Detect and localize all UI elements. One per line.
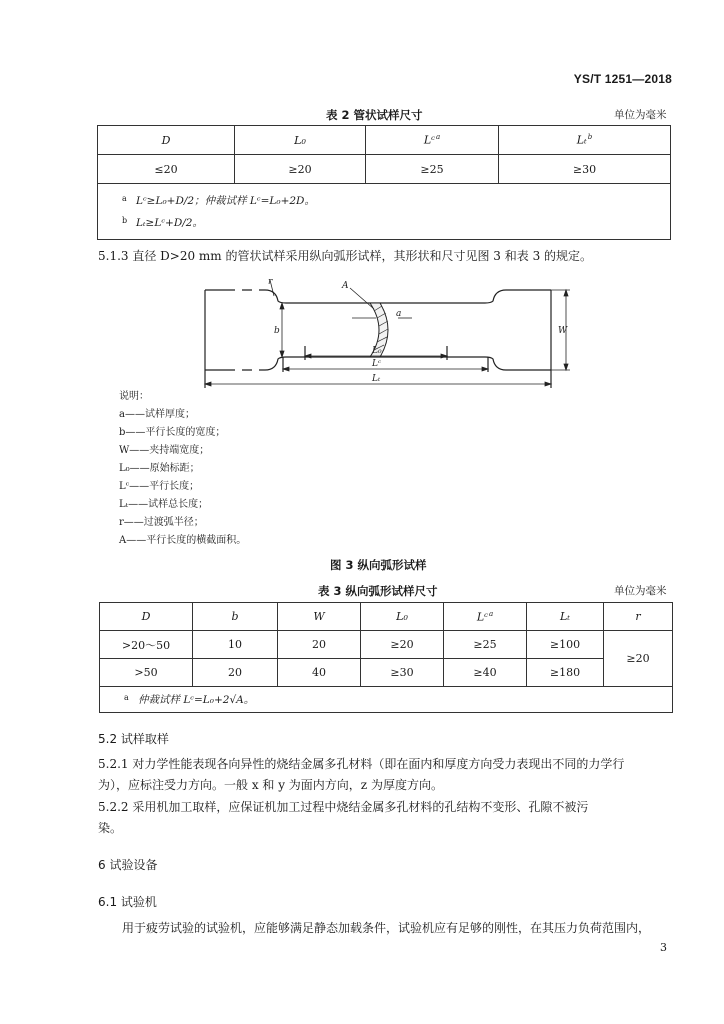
table3-cell: ≥100 (527, 631, 604, 659)
table2-note: b Lₜ≥Lᶜ+D/2。 (122, 215, 203, 229)
table2-unit: 单位为毫米 (614, 109, 667, 121)
legend-item: A——平行长度的横截面积。 (119, 535, 247, 546)
figure3-legend (119, 388, 246, 550)
label-W: W (558, 326, 568, 336)
figure3-drawing (190, 276, 590, 396)
table3-note: a 仲裁试样 Lᶜ=L₀+2√A。 (100, 687, 673, 713)
table2-header-cell: Lᶜ$^a$ (366, 126, 499, 155)
clause-5-2-2-line: 染。 (98, 821, 123, 835)
label-A: A (342, 281, 349, 291)
figure3-caption: 图 3 纵向弧形试样 (330, 558, 427, 572)
legend-item: a——试样厚度； (119, 409, 195, 420)
table3-cell: ≥20 (361, 631, 444, 659)
table2-notes-row (98, 184, 671, 240)
table2-caption: 表 2 管状试样尺寸 (326, 108, 423, 122)
table3-cell-r: ≥20 (604, 631, 673, 687)
table3-header-cell: D (100, 603, 193, 631)
table3-cell: >20～50 (100, 631, 193, 659)
table2-note: a Lᶜ≥L₀+D/2；仲裁试样 Lᶜ=L₀+2D。 (122, 193, 315, 207)
label-Lt: Lₜ (372, 374, 381, 384)
table2-row (98, 155, 671, 184)
table3-cell: ≥30 (361, 659, 444, 687)
section-6-1-text: 用于疲劳试验的试验机，应能够满足静态加载条件，试验机应有足够的刚性，在其压力负荷范围内， (122, 921, 651, 935)
table2-cell: ≥25 (366, 155, 499, 184)
table2-cell: ≥30 (499, 155, 671, 184)
clause-5-2-2 (98, 797, 678, 839)
table3-cell: >50 (100, 659, 193, 687)
legend-item: L₀——原始标距； (119, 463, 200, 474)
table3-header-cell: L₀ (361, 603, 444, 631)
label-a: a (396, 309, 402, 319)
table2-notes (98, 184, 671, 240)
table3 (99, 602, 673, 713)
label-L0: L₀ (372, 346, 382, 356)
table3-row (100, 631, 673, 659)
label-r: r (268, 277, 273, 287)
page-number: 3 (660, 941, 667, 954)
table3-notes-row (100, 687, 673, 713)
table2-header-cell: Lₜ$^b$ (499, 126, 671, 155)
table3-header-cell: Lᶜ$^a$ (444, 603, 527, 631)
section-5-2-title: 5.2 试样取样 (98, 732, 169, 746)
table3-cell: 10 (193, 631, 278, 659)
table3-cell: 20 (278, 631, 361, 659)
footnote-marker: b (587, 133, 593, 142)
table3-header-cell: Lₜ (527, 603, 604, 631)
table3-row (100, 659, 673, 687)
document-code: YS/T 1251—2018 (573, 72, 672, 86)
table2-cell: ≤20 (98, 155, 235, 184)
label-Lc: Lᶜ (372, 359, 382, 369)
clause-5-2-1 (98, 754, 678, 796)
legend-item: r——过渡弧半径； (119, 517, 204, 528)
table2-cell: ≥20 (235, 155, 366, 184)
legend-item: Lᶜ——平行长度； (119, 481, 200, 492)
table3-header-cell: r (604, 603, 673, 631)
table3-unit: 单位为毫米 (614, 585, 667, 597)
table2-header-cell: L₀ (235, 126, 366, 155)
label-b: b (274, 326, 280, 336)
footnote-marker: a (489, 609, 494, 618)
table3-cell: ≥180 (527, 659, 604, 687)
legend-item: b——平行长度的宽度； (119, 427, 226, 438)
table3-header-cell: W (278, 603, 361, 631)
section-6-1-title: 6.1 试验机 (98, 895, 157, 909)
legend-item: W——夹持端宽度； (119, 445, 210, 456)
table3-cell: 40 (278, 659, 361, 687)
table3-caption: 表 3 纵向弧形试样尺寸 (318, 584, 438, 598)
table3-cell: ≥25 (444, 631, 527, 659)
clause-5-2-2-line: 5.2.2 采用机加工取样，应保证机加工过程中烧结金属多孔材料的孔结构不变形、孔隙不被污 (98, 800, 589, 814)
table2 (97, 125, 671, 240)
table3-header-row (100, 603, 673, 631)
clause-5-2-1-line: 为），应标注受力方向。一般 x 和 y 为面内方向，z 为厚度方向。 (98, 778, 443, 792)
legend-item: Lₜ——试样总长度； (119, 499, 209, 510)
clause-5-2-1-line: 5.2.1 对力学性能表现各向异性的烧结金属多孔材料（即在面内和厚度方向受力表现出不同的力学行 (98, 757, 625, 771)
footnote-marker: a (436, 133, 441, 142)
clause-5-1-3: 5.1.3 直径 D>20 mm 的管状试样采用纵向弧形试样，其形状和尺寸见图 3 和表 3 的规定。 (98, 249, 593, 263)
table3-header-cell: b (193, 603, 278, 631)
table2-header-row (98, 126, 671, 155)
section-6-title: 6 试验设备 (98, 858, 158, 872)
legend-title: 说明： (119, 391, 149, 402)
table3-cell: ≥40 (444, 659, 527, 687)
table3-cell: 20 (193, 659, 278, 687)
table2-header-cell: D (98, 126, 235, 155)
